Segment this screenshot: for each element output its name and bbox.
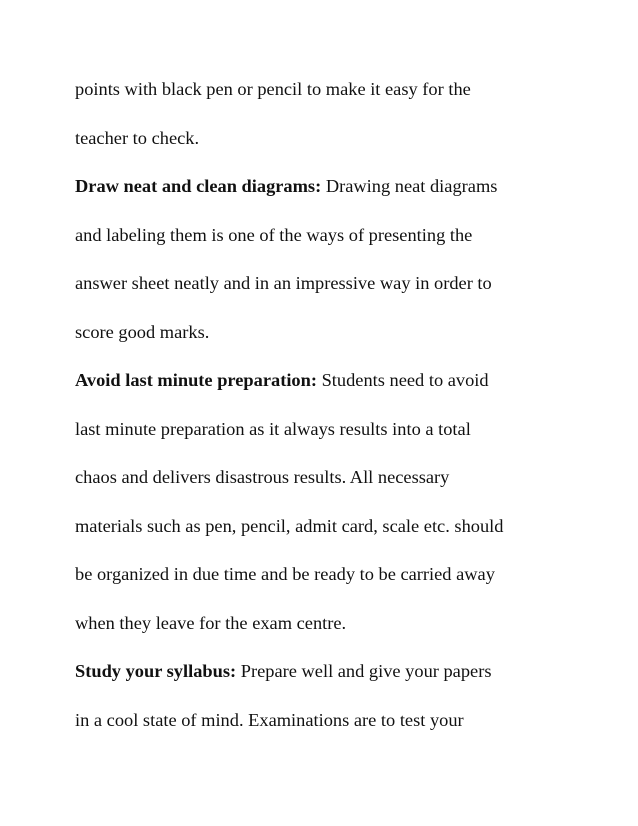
text-line-14 xyxy=(75,705,615,736)
text-line-2 xyxy=(75,123,615,154)
text-line-4 xyxy=(75,220,615,251)
text-line-3 xyxy=(75,171,615,202)
text-line-8 xyxy=(75,414,615,445)
line-text: Drawing neat diagrams xyxy=(321,176,498,196)
line-text: when they leave for the exam centre. xyxy=(75,612,347,633)
text-line-11 xyxy=(75,559,615,590)
line-text: points with black pen or pencil to make it easy for the xyxy=(75,79,471,99)
text-line-10 xyxy=(75,511,615,542)
section-heading: Avoid last minute preparation: xyxy=(75,370,317,390)
line-text: score good marks. xyxy=(75,321,210,342)
text-line-6 xyxy=(75,317,615,348)
text-line-1 xyxy=(75,74,615,105)
text-line-9 xyxy=(75,462,615,493)
document-body xyxy=(75,74,615,753)
line-text: answer sheet neatly and in an impressive way in order to xyxy=(75,273,492,293)
line-text: chaos and delivers disastrous results. All necessary xyxy=(75,467,450,487)
text-line-13 xyxy=(75,656,615,687)
line-text: last minute preparation as it always results into a total xyxy=(75,418,471,439)
line-text: be organized in due time and be ready to be carried away xyxy=(75,564,495,584)
line-text: in a cool state of mind. Examinations are to test your xyxy=(75,709,464,730)
line-text: materials such as pen, pencil, admit card, scale etc. should xyxy=(75,515,504,536)
text-line-5 xyxy=(75,268,615,299)
text-line-7 xyxy=(75,365,615,396)
line-text: Students need to avoid xyxy=(316,370,489,390)
line-text: teacher to check. xyxy=(75,127,200,148)
section-heading: Draw neat and clean diagrams: xyxy=(75,176,322,196)
line-text: and labeling them is one of the ways of presenting the xyxy=(75,224,473,245)
section-heading: Study your syllabus: xyxy=(75,661,237,681)
text-line-12 xyxy=(75,608,615,639)
line-text: Prepare well and give your papers xyxy=(236,661,492,681)
